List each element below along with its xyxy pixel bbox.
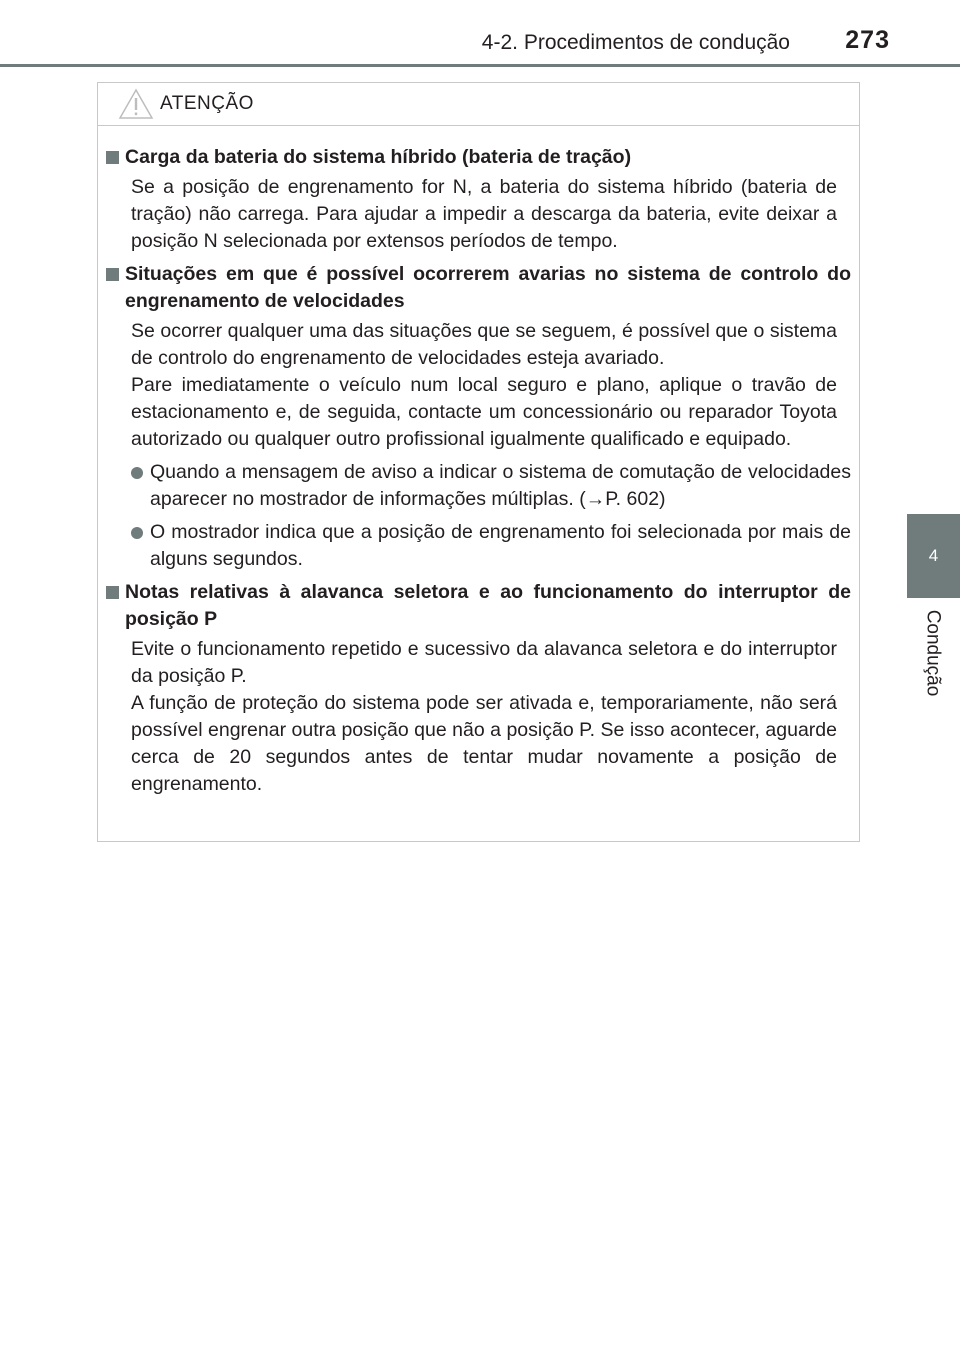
section-heading-text: Carga da bateria do sistema híbrido (bateria de tração) <box>125 146 632 168</box>
chapter-number: 4 <box>928 546 939 565</box>
section-heading-text: Notas relativas à alavanca seletora e ao funcionamento do interruptor de posição P <box>125 581 851 630</box>
square-bullet-icon <box>106 586 119 599</box>
circle-bullet-icon <box>131 527 143 539</box>
warning-title: ATENÇÃO <box>160 93 254 114</box>
paragraph: A função de proteção do sistema pode ser ativada e, temporariamente, não será possível engrenar outra posição que não a posição P. Se isso acontecer, aguarde cerca de 20 segundos antes de tentar mudar novamente a posição de engrenamento. <box>131 692 837 795</box>
paragraph: Se a posição de engrenamento for N, a bateria do sistema híbrido (bateria de tração) não carrega. Para ajudar a impedir a descarga da bateria, evite deixar a posição N selecionada por extensos períodos de tempo. <box>131 176 837 252</box>
page-header <box>0 0 960 70</box>
circle-bullet-icon <box>131 467 143 479</box>
chapter-tab[interactable] <box>907 514 960 598</box>
list-item <box>131 519 851 573</box>
square-bullet-icon <box>106 151 119 164</box>
section-selector-lever-notes <box>106 579 851 798</box>
section-shift-control-malfunction <box>106 261 851 573</box>
page-number: 273 <box>845 26 890 54</box>
section-heading <box>106 144 851 171</box>
chapter-label-container <box>905 598 960 708</box>
section-title: 4-2. Procedimentos de condução <box>481 31 790 54</box>
section-heading <box>106 579 851 633</box>
paragraph: Evite o funcionamento repetido e sucessivo da alavanca seletora e do interruptor da posição P. <box>131 638 837 687</box>
paragraph: Pare imediatamente o veículo num local seguro e plano, aplique o travão de estacionamento e, de seguida, contacte um concessionário ou reparador Toyota autorizado ou qualquer outro profissional igualmente qualificado e equipado. <box>131 374 837 450</box>
list-item-text: O mostrador indica que a posição de engrenamento foi selecionada por mais de alguns segundos. <box>150 521 851 570</box>
warning-triangle-icon <box>118 88 154 120</box>
paragraph: Se ocorrer qualquer uma das situações que se seguem, é possível que o sistema de controlo do engrenamento de velocidades esteja avariado. <box>131 320 837 369</box>
warning-box <box>97 82 860 842</box>
list-item <box>131 459 851 513</box>
section-heading-text: Situações em que é possível ocorrerem avarias no sistema de controlo do engrenamento de velocidades <box>125 263 851 312</box>
square-bullet-icon <box>106 268 119 281</box>
section-battery-charge <box>106 144 851 255</box>
section-heading <box>106 261 851 315</box>
warning-header <box>98 83 859 126</box>
chapter-label: Condução <box>922 609 944 697</box>
header-rule <box>0 64 960 67</box>
list-item-text: Quando a mensagem de aviso a indicar o sistema de comutação de velocidades aparecer no mostrador de informações múltiplas. (→P. 602) <box>150 461 851 510</box>
warning-body <box>98 126 859 798</box>
